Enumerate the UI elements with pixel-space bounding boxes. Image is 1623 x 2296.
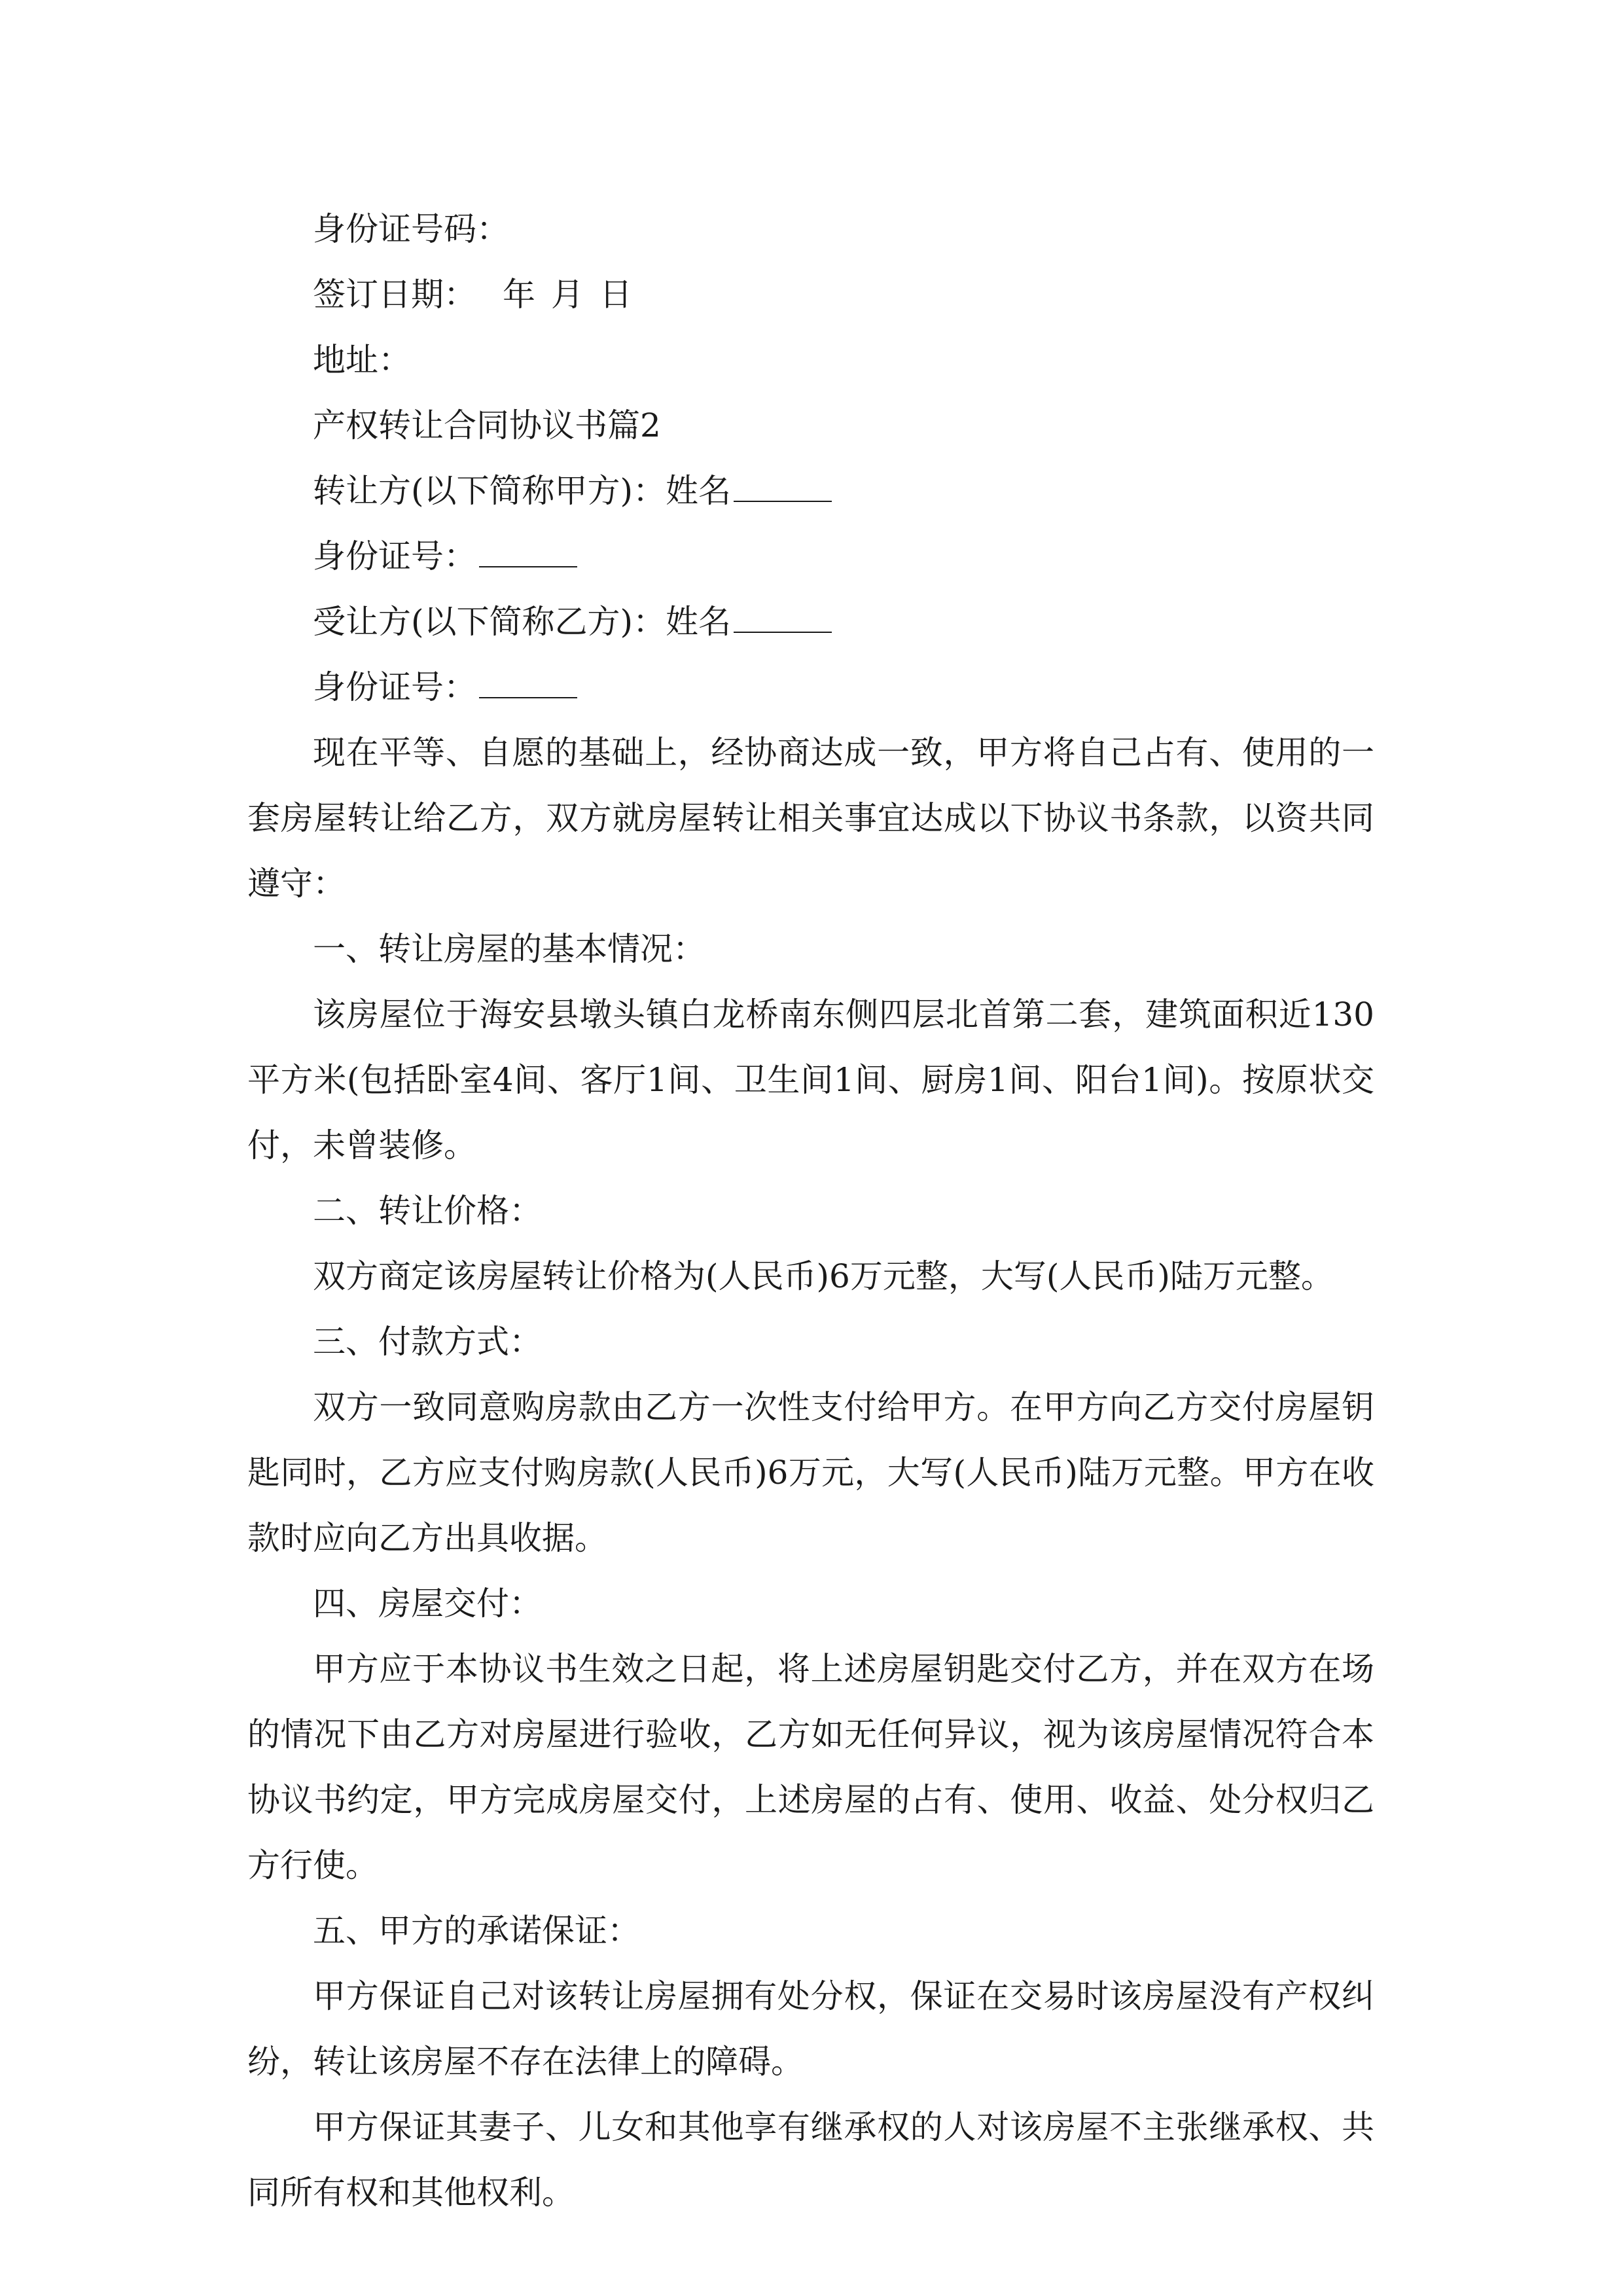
section-paragraph: 甲方保证其妻子、儿女和其他享有继承权的人对该房屋不主张继承权、共同所有权和其他权利。 — [247, 2108, 1374, 2212]
date-month: 月 — [551, 276, 584, 314]
sign-date-line — [247, 262, 1374, 327]
section-paragraph: 双方商定该房屋转让价格为(人民币)6万元整，大写(人民币)陆万元整。 — [313, 1257, 1334, 1295]
transferor-name-blank — [734, 475, 832, 502]
sign-date-label: 签订日期： — [313, 276, 476, 314]
document-body — [247, 196, 1374, 2225]
transferee-id-label: 身份证号： — [313, 668, 476, 706]
section-paragraph: 甲方保证自己对该转让房屋拥有处分权，保证在交易时该房屋没有产权纠纷，转让该房屋不存在法律上的障碍。 — [247, 1977, 1374, 2081]
date-year: 年 — [503, 276, 535, 314]
id-number-label: 身份证号码： — [313, 210, 509, 248]
section-heading: 一、转让房屋的基本情况： — [313, 930, 705, 968]
date-day: 日 — [599, 276, 632, 314]
transferor-label: 转让方(以下简称甲方)：姓名 — [313, 472, 732, 510]
transferor-id-label: 身份证号： — [313, 537, 476, 575]
transferee-line — [247, 589, 1374, 655]
transferor-line — [247, 458, 1374, 524]
section-heading: 二、转让价格： — [313, 1192, 542, 1230]
transferee-id-blank — [479, 671, 577, 698]
intro-paragraph: 现在平等、自愿的基础上，经协商达成一致，甲方将自己占有、使用的一套房屋转让给乙方，双方就房屋转让相关事宜达成以下协议书条款，以资共同遵守： — [247, 734, 1374, 903]
address-label: 地址： — [313, 341, 411, 379]
transferor-id-line — [247, 524, 1374, 589]
section-paragraph: 双方一致同意购房款由乙方一次性支付给甲方。在甲方向乙方交付房屋钥匙同时，乙方应支付购房款(人民币)6万元，大写(人民币)陆万元整。甲方在收款时应向乙方出具收据。 — [247, 1388, 1374, 1557]
contract-title: 产权转让合同协议书篇2 — [313, 406, 661, 444]
transferee-name-blank — [734, 605, 832, 633]
transferee-label: 受让方(以下简称乙方)：姓名 — [313, 603, 732, 641]
section-heading: 四、房屋交付： — [313, 1585, 542, 1623]
section-paragraph: 该房屋位于海安县墩头镇白龙桥南东侧四层北首第二套，建筑面积近130平方米(包括卧室4间、客厅1间、卫生间1间、厨房1间、阳台1间)。按原状交付，未曾装修。 — [247, 996, 1374, 1164]
section-heading: 三、付款方式： — [313, 1323, 542, 1361]
transferor-id-blank — [479, 540, 577, 567]
section-heading: 五、甲方的承诺保证： — [313, 1912, 640, 1950]
section-paragraph: 甲方应于本协议书生效之日起，将上述房屋钥匙交付乙方，并在双方在场的情况下由乙方对房屋进行验收，乙方如无任何异议，视为该房屋情况符合本协议书约定，甲方完成房屋交付，上述房屋的占有、使用、收益、处分权归乙方行使。 — [247, 1650, 1374, 1884]
transferee-id-line — [247, 655, 1374, 720]
